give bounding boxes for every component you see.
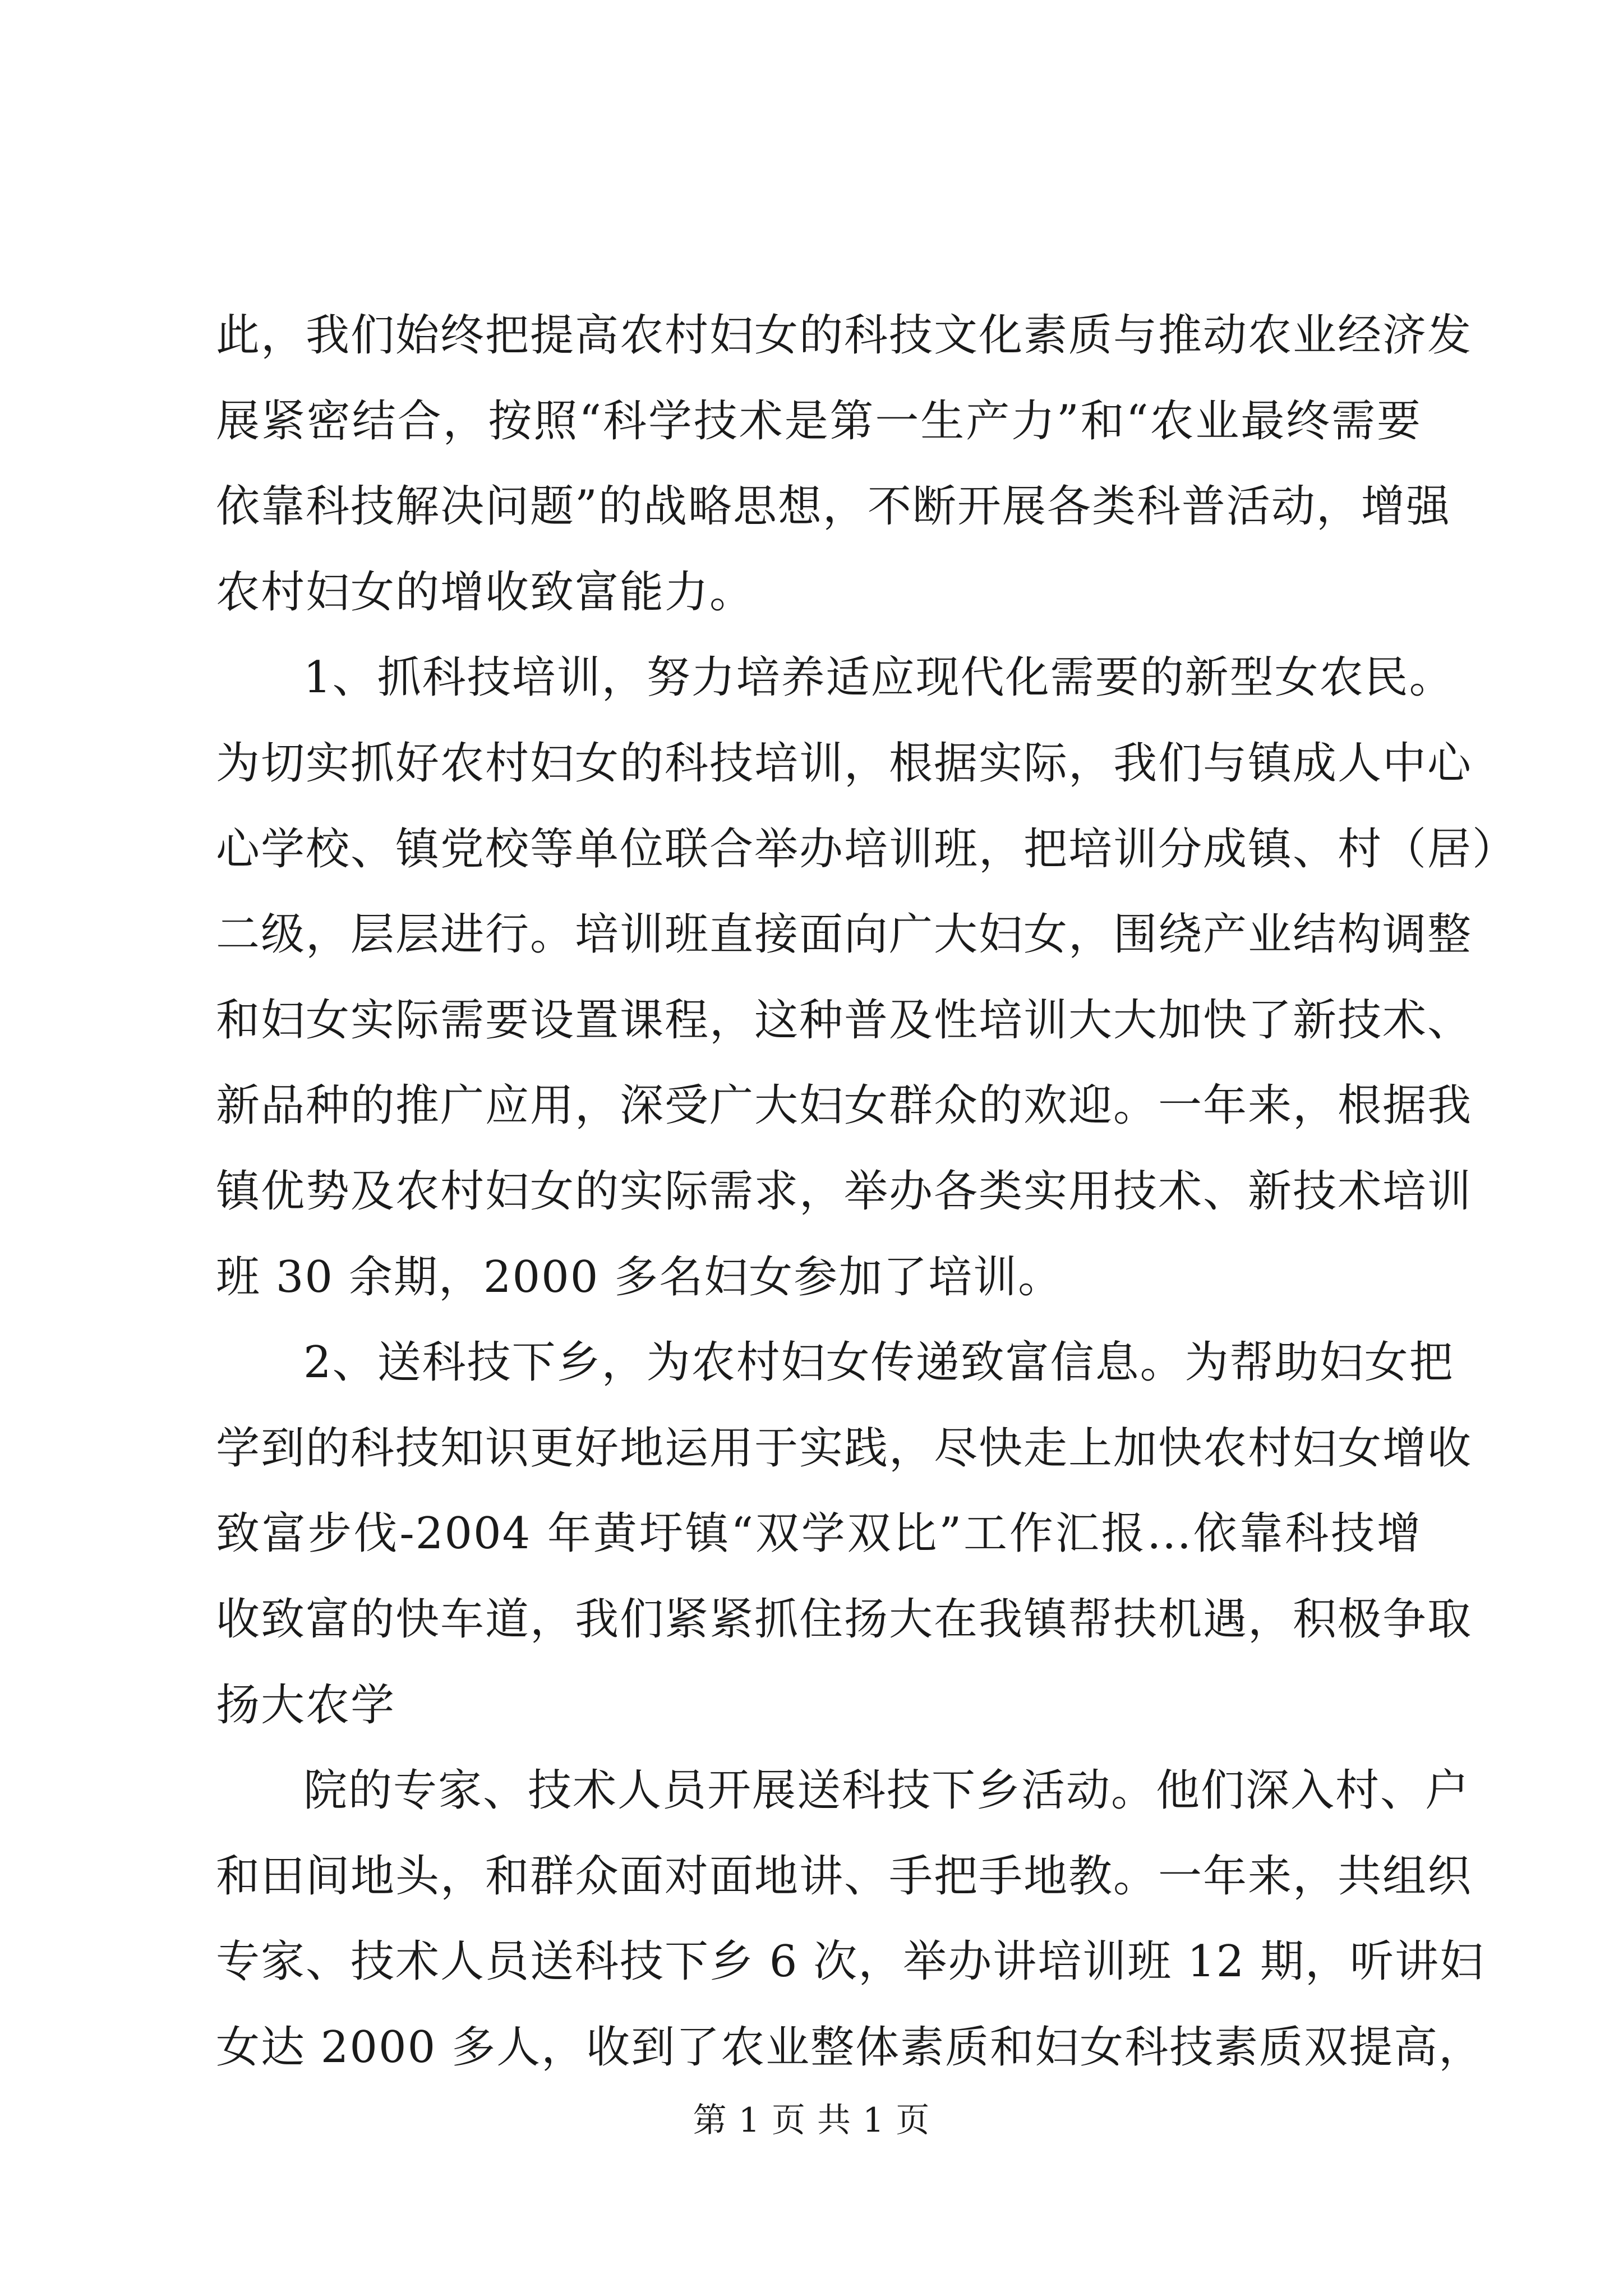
paragraph-line: 新品种的推广应用，深受广大妇女群众的欢迎。一年来，根据我 <box>216 1080 1473 1131</box>
paragraph-line: 收致富的快车道，我们紧紧抓住扬大在我镇帮扶机遇，积极争取 <box>216 1594 1473 1645</box>
paragraph-line: 女达 2000 多人，收到了农业整体素质和妇女科技素质双提高， <box>216 2022 1484 2073</box>
paragraph-line: 和妇女实际需要设置课程，这种普及性培训大大加快了新技术、 <box>216 995 1473 1046</box>
paragraph-line: 扬大农学 <box>216 1680 396 1731</box>
paragraph-line: 此，我们始终把提高农村妇女的科技文化素质与推动农业经济发 <box>216 310 1473 361</box>
paragraph-line: 专家、技术人员送科技下乡 6 次，举办讲培训班 12 期，听讲妇 <box>216 1936 1485 1987</box>
paragraph-line: 二级，层层进行。培训班直接面向广大妇女，围绕产业结构调整 <box>216 909 1473 960</box>
paragraph-line: 农村妇女的增收致富能力。 <box>216 567 755 618</box>
paragraph-line: 为切实抓好农村妇女的科技培训，根据实际，我们与镇成人中心 <box>216 738 1473 789</box>
paragraph-line: 镇优势及农村妇女的实际需求，举办各类实用技术、新技术培训 <box>216 1166 1473 1217</box>
page-number-footer: 第 1 页 共 1 页 <box>693 2101 930 2140</box>
paragraph-line: 心学校、镇党校等单位联合举办培训班，把培训分成镇、村（居） <box>216 824 1518 875</box>
paragraph-line: 展紧密结合，按照“科学技术是第一生产力”和“农业最终需要 <box>216 396 1422 447</box>
paragraph-line: 致富步伐-2004 年黄圩镇“双学双比”工作汇报...依靠科技增 <box>216 1508 1422 1559</box>
paragraph-line: 和田间地头，和群众面对面地讲、手把手地教。一年来，共组织 <box>216 1851 1473 1902</box>
paragraph-line: 院的专家、技术人员开展送科技下乡活动。他们深入村、户 <box>303 1765 1470 1816</box>
paragraph-line: 依靠科技解决问题”的战略思想，不断开展各类科普活动，增强 <box>216 481 1451 532</box>
paragraph-line: 2、送科技下乡，为农村妇女传递致富信息。为帮助妇女把 <box>303 1337 1454 1388</box>
paragraph-line: 班 30 余期，2000 多名妇女参加了培训。 <box>216 1252 1063 1303</box>
paragraph-line: 学到的科技知识更好地运用于实践，尽快走上加快农村妇女增收 <box>216 1423 1473 1474</box>
paragraph-line: 1、抓科技培训，努力培养适应现代化需要的新型女农民。 <box>303 652 1454 703</box>
